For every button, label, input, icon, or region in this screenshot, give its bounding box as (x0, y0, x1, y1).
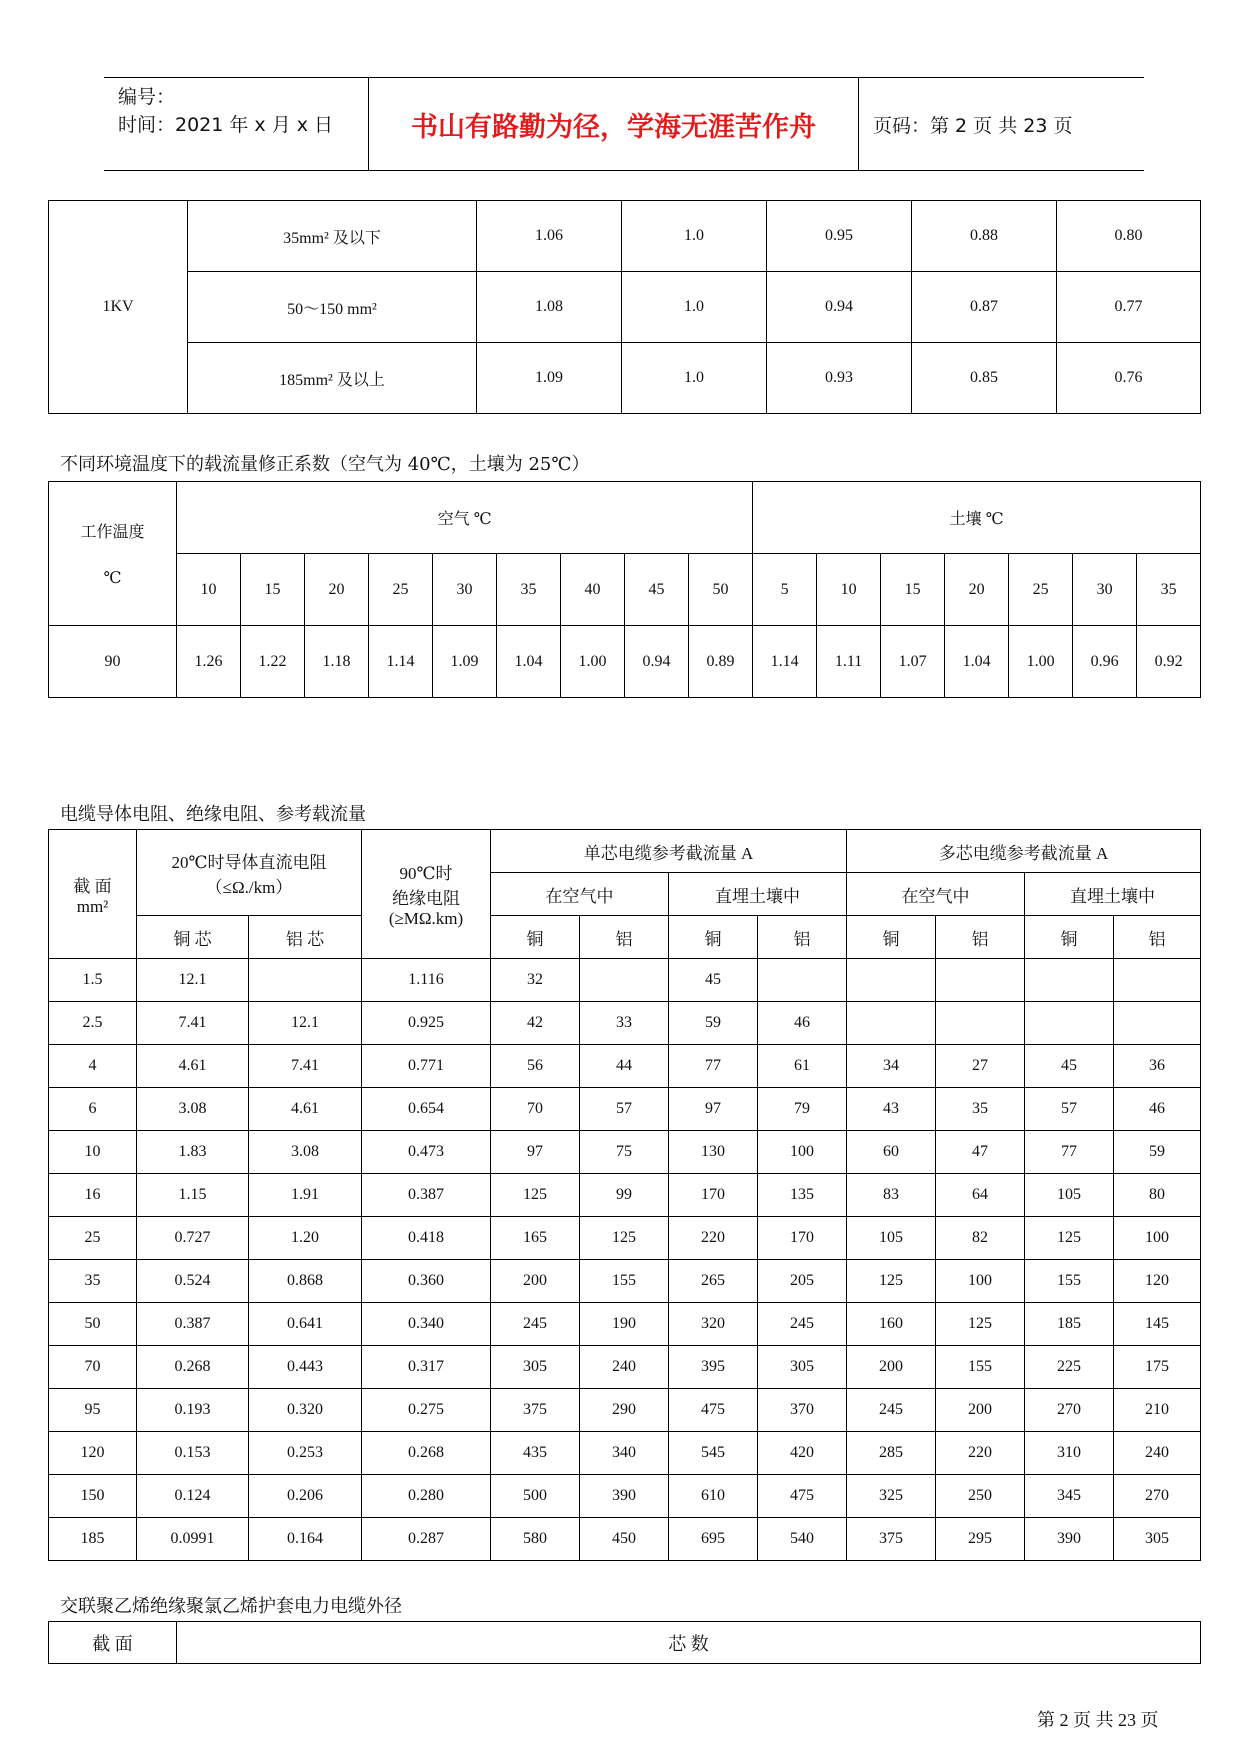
t3-cell: 190 (580, 1303, 669, 1346)
t3-cell: 100 (1114, 1217, 1201, 1260)
t3-cell (1114, 1002, 1201, 1045)
t2-header-row (49, 482, 1201, 554)
t3-cell: 245 (491, 1303, 580, 1346)
t3-cell: 33 (580, 1002, 669, 1045)
t3-cell: 0.524 (137, 1260, 249, 1303)
t3-cell: 83 (847, 1174, 936, 1217)
t3-cell: 0.418 (362, 1217, 491, 1260)
t3-cell: 61 (758, 1045, 847, 1088)
t3-cell: 175 (1114, 1346, 1201, 1389)
t1-section: 50～150 mm² (188, 272, 477, 343)
t1-value: 0.76 (1057, 343, 1201, 414)
h-copper-core: 铜 芯 (137, 916, 249, 959)
t3-cell: 70 (49, 1346, 137, 1389)
t3-cell: 59 (669, 1002, 758, 1045)
t3-cell: 0.340 (362, 1303, 491, 1346)
t2-values-row (49, 626, 1201, 698)
header-page-info: 页码：第 2 页 共 23 页 (873, 114, 1073, 137)
t3-cell: 245 (847, 1389, 936, 1432)
t3-cell: 390 (580, 1475, 669, 1518)
t1-value: 0.94 (767, 272, 912, 343)
t3-cell: 4.61 (249, 1088, 362, 1131)
t3-cell: 285 (847, 1432, 936, 1475)
t3-cell: 43 (847, 1088, 936, 1131)
t1-row (49, 343, 1201, 414)
h-multi-soil: 直埋土壤中 (1025, 873, 1201, 916)
h-alu: 铝 (936, 916, 1025, 959)
doc-code-label: 编号： (118, 86, 176, 108)
t3-cell: 45 (1025, 1045, 1114, 1088)
h-dc-resistance-label: 20℃时导体直流电阻 (171, 852, 327, 872)
h-section-unit: mm² (76, 896, 109, 916)
h-insul-line2: 绝缘电阻 (392, 889, 460, 908)
t3-row (49, 1045, 1201, 1088)
t3-cell: 0.317 (362, 1346, 491, 1389)
t3-cell: 77 (1025, 1131, 1114, 1174)
t3-cell: 340 (580, 1432, 669, 1475)
t3-cell: 59 (1114, 1131, 1201, 1174)
t3-cell: 47 (936, 1131, 1025, 1174)
temperature-correction-table (48, 481, 1201, 698)
t3-cell: 245 (758, 1303, 847, 1346)
t3-cell: 35 (49, 1260, 137, 1303)
t2-soil-value: 1.00 (1009, 626, 1073, 698)
t3-cell: 105 (847, 1217, 936, 1260)
t3-row (49, 1260, 1201, 1303)
t3-cell: 4 (49, 1045, 137, 1088)
t3-cell: 270 (1114, 1475, 1201, 1518)
t3-cell: 475 (669, 1389, 758, 1432)
t2-air-temp: 10 (177, 554, 241, 626)
t3-cell: 105 (1025, 1174, 1114, 1217)
t2-air-value: 1.14 (369, 626, 433, 698)
t1-section: 185mm² 及以上 (188, 343, 477, 414)
t1-value: 0.93 (767, 343, 912, 414)
t2-air-temp: 35 (497, 554, 561, 626)
t3-cell: 120 (49, 1432, 137, 1475)
t3-cell: 6 (49, 1088, 137, 1131)
t1-value: 0.88 (912, 201, 1057, 272)
t3-cell: 375 (847, 1518, 936, 1561)
t3-cell: 60 (847, 1131, 936, 1174)
t2-air-temp: 40 (561, 554, 625, 626)
t3-cell: 99 (580, 1174, 669, 1217)
correction-table-voltage (48, 200, 1201, 414)
t3-cell: 1.5 (49, 959, 137, 1002)
t1-value: 1.0 (622, 201, 767, 272)
table2-caption: 不同环境温度下的载流量修正系数（空气为 40℃，土壤为 25℃） (60, 454, 590, 475)
t3-cell: 305 (758, 1346, 847, 1389)
t3-cell: 220 (936, 1432, 1025, 1475)
table3-caption: 电缆导体电阻、绝缘电阻、参考载流量 (60, 804, 366, 825)
t3-cell: 82 (936, 1217, 1025, 1260)
t3-cell: 240 (580, 1346, 669, 1389)
t3-cell: 32 (491, 959, 580, 1002)
h-copper: 铜 (1025, 916, 1114, 959)
t2-air-temp: 45 (625, 554, 689, 626)
t3-cell: 1.91 (249, 1174, 362, 1217)
cable-diameter-table (48, 1621, 1201, 1664)
t2-soil-value: 1.14 (753, 626, 817, 698)
t2-soil-value: 0.96 (1073, 626, 1137, 698)
t3-cell: 695 (669, 1518, 758, 1561)
t3-cell: 125 (491, 1174, 580, 1217)
t3-cell: 450 (580, 1518, 669, 1561)
t3-cell: 0.153 (137, 1432, 249, 1475)
t1-section: 35mm² 及以下 (188, 201, 477, 272)
h-single-air: 在空气中 (491, 873, 669, 916)
t2-soil-temp: 5 (753, 554, 817, 626)
t3-cell: 155 (1025, 1260, 1114, 1303)
t3-cell: 79 (758, 1088, 847, 1131)
t3-cell: 120 (1114, 1260, 1201, 1303)
t3-cell: 420 (758, 1432, 847, 1475)
t3-cell (936, 959, 1025, 1002)
t3-cell: 0.164 (249, 1518, 362, 1561)
t3-cell (847, 959, 936, 1002)
t2-air-temp: 30 (433, 554, 497, 626)
h-copper: 铜 (847, 916, 936, 959)
t3-row (49, 959, 1201, 1002)
t2-row-temp: 90 (49, 626, 177, 698)
t3-cell: 1.83 (137, 1131, 249, 1174)
t3-cell: 540 (758, 1518, 847, 1561)
t2-soil-temp: 35 (1137, 554, 1201, 626)
t3-cell: 170 (669, 1174, 758, 1217)
t3-cell: 305 (491, 1346, 580, 1389)
t3-cell: 45 (669, 959, 758, 1002)
t3-cell: 97 (491, 1131, 580, 1174)
t3-cell: 27 (936, 1045, 1025, 1088)
t3-cell: 100 (936, 1260, 1025, 1303)
h-alu: 铝 (758, 916, 847, 959)
t3-cell: 12.1 (249, 1002, 362, 1045)
t2-soil-temp: 15 (881, 554, 945, 626)
t2-air-temp: 50 (689, 554, 753, 626)
header-motto: 书山有路勤为径，学海无涯苦作舟 (369, 78, 859, 170)
t3-cell: 545 (669, 1432, 758, 1475)
t1-row (49, 272, 1201, 343)
h-multi-air: 在空气中 (847, 873, 1025, 916)
t3-cell: 77 (669, 1045, 758, 1088)
t3-cell: 130 (669, 1131, 758, 1174)
t3-row (49, 1346, 1201, 1389)
t2-air-header: 空气 ℃ (177, 482, 753, 554)
t3-cell: 155 (936, 1346, 1025, 1389)
t3-cell: 185 (1025, 1303, 1114, 1346)
t3-cell (1025, 959, 1114, 1002)
h-alu: 铝 (1114, 916, 1201, 959)
t1-value: 1.09 (477, 343, 622, 414)
t1-value: 0.95 (767, 201, 912, 272)
t3-cell: 0.387 (362, 1174, 491, 1217)
t3-cell: 50 (49, 1303, 137, 1346)
h-alu: 铝 (580, 916, 669, 959)
t3-cell: 375 (491, 1389, 580, 1432)
h-copper: 铜 (491, 916, 580, 959)
t3-cell: 34 (847, 1045, 936, 1088)
t3-cell: 100 (758, 1131, 847, 1174)
h-insul-line3: (≥MΩ.km) (388, 909, 464, 928)
t3-cell: 16 (49, 1174, 137, 1217)
t3-cell: 97 (669, 1088, 758, 1131)
t1-value: 0.80 (1057, 201, 1201, 272)
t2-soil-value: 1.07 (881, 626, 945, 698)
h-single-soil: 直埋土壤中 (669, 873, 847, 916)
t3-row (49, 1174, 1201, 1217)
t2-soil-temp: 30 (1073, 554, 1137, 626)
t3-cell: 200 (491, 1260, 580, 1303)
t3-cell: 125 (580, 1217, 669, 1260)
t3-cell: 0.206 (249, 1475, 362, 1518)
t2-air-value: 1.22 (241, 626, 305, 698)
t3-cell: 10 (49, 1131, 137, 1174)
t3-cell: 310 (1025, 1432, 1114, 1475)
t3-cell: 0.443 (249, 1346, 362, 1389)
t3-cell: 125 (936, 1303, 1025, 1346)
t2-air-value: 1.04 (497, 626, 561, 698)
t3-cell: 64 (936, 1174, 1025, 1217)
t1-value: 1.08 (477, 272, 622, 343)
t3-cell: 0.268 (137, 1346, 249, 1389)
t2-temps-row (49, 554, 1201, 626)
t3-cell: 170 (758, 1217, 847, 1260)
t3-cell: 1.15 (137, 1174, 249, 1217)
t1-voltage: 1KV (49, 201, 188, 414)
t3-cell: 290 (580, 1389, 669, 1432)
t3-body (49, 830, 1201, 1561)
t2-air-value: 0.89 (689, 626, 753, 698)
h-section-label: 截 面 (73, 876, 112, 896)
t3-row (49, 1088, 1201, 1131)
t3-cell: 3.08 (249, 1131, 362, 1174)
t3-cell: 225 (1025, 1346, 1114, 1389)
t3-cell: 7.41 (249, 1045, 362, 1088)
t3-cell: 25 (49, 1217, 137, 1260)
t2-body (49, 482, 1201, 698)
t2-air-value: 0.94 (625, 626, 689, 698)
t2-soil-value: 1.04 (945, 626, 1009, 698)
header-left (104, 78, 369, 170)
t3-cell: 0.253 (249, 1432, 362, 1475)
h-copper: 铜 (669, 916, 758, 959)
t3-cell: 125 (1025, 1217, 1114, 1260)
t3-cell: 0.925 (362, 1002, 491, 1045)
t1-value: 0.77 (1057, 272, 1201, 343)
t2-soil-value: 1.11 (817, 626, 881, 698)
h-section-cell (49, 830, 137, 959)
t3-cell: 0.654 (362, 1088, 491, 1131)
t3-cell: 57 (1025, 1088, 1114, 1131)
t3-row (49, 1217, 1201, 1260)
t3-cell: 75 (580, 1131, 669, 1174)
t3-cell: 270 (1025, 1389, 1114, 1432)
t3-cell: 370 (758, 1389, 847, 1432)
h-multi-core: 多芯电缆参考截流量 A (847, 830, 1201, 873)
t3-cell: 0.868 (249, 1260, 362, 1303)
t3-row (49, 1131, 1201, 1174)
t3-cell: 0.387 (137, 1303, 249, 1346)
t3-cell (1025, 1002, 1114, 1045)
t3-cell: 320 (669, 1303, 758, 1346)
t3-cell: 95 (49, 1389, 137, 1432)
h-alu-core: 铝 芯 (249, 916, 362, 959)
t3-cell (249, 959, 362, 1002)
t3-cell: 250 (936, 1475, 1025, 1518)
h-dc-resistance-unit: （≤Ω./km） (205, 877, 293, 897)
t3-cell: 0.268 (362, 1432, 491, 1475)
h-dc-resistance-cell (137, 830, 362, 916)
t2-air-temp: 15 (241, 554, 305, 626)
t3-cell: 46 (758, 1002, 847, 1045)
t2-air-value: 1.00 (561, 626, 625, 698)
t3-cell (936, 1002, 1025, 1045)
t3-cell: 56 (491, 1045, 580, 1088)
t3-cell: 0.727 (137, 1217, 249, 1260)
t3-row (49, 1432, 1201, 1475)
t3-cell: 0.280 (362, 1475, 491, 1518)
t4-section-header: 截 面 (49, 1622, 177, 1664)
t3-cell: 12.1 (137, 959, 249, 1002)
t2-air-temp: 25 (369, 554, 433, 626)
t4-cores-header: 芯 数 (177, 1622, 1201, 1664)
t3-cell: 210 (1114, 1389, 1201, 1432)
t1-body (49, 201, 1201, 414)
t3-cell: 1.116 (362, 959, 491, 1002)
doc-time-label: 时间：2021 年 x 月 x 日 (118, 114, 334, 136)
cable-resistance-table (48, 829, 1201, 1561)
t3-cell: 0.771 (362, 1045, 491, 1088)
t3-cell: 0.320 (249, 1389, 362, 1432)
t3-cell: 0.360 (362, 1260, 491, 1303)
t3-cell: 0.193 (137, 1389, 249, 1432)
t3-cell: 580 (491, 1518, 580, 1561)
t2-work-temp-cell (49, 482, 177, 626)
t3-cell (580, 959, 669, 1002)
t3-cell: 325 (847, 1475, 936, 1518)
t3-cell: 4.61 (137, 1045, 249, 1088)
t3-cell: 46 (1114, 1088, 1201, 1131)
t2-soil-value: 0.92 (1137, 626, 1201, 698)
t1-row (49, 201, 1201, 272)
t3-cell: 125 (847, 1260, 936, 1303)
t3-cell: 7.41 (137, 1002, 249, 1045)
t3-cell: 345 (1025, 1475, 1114, 1518)
t3-cell: 305 (1114, 1518, 1201, 1561)
t3-cell: 240 (1114, 1432, 1201, 1475)
t3-cell: 390 (1025, 1518, 1114, 1561)
t3-cell: 42 (491, 1002, 580, 1045)
t3-cell: 610 (669, 1475, 758, 1518)
t3-cell: 0.0991 (137, 1518, 249, 1561)
t3-cell: 150 (49, 1475, 137, 1518)
t3-row (49, 1002, 1201, 1045)
t3-cell: 3.08 (137, 1088, 249, 1131)
t3-row (49, 1303, 1201, 1346)
t3-row (49, 1518, 1201, 1561)
h-insulation-cell (362, 830, 491, 959)
t3-cell: 220 (669, 1217, 758, 1260)
t3-cell: 500 (491, 1475, 580, 1518)
t3-cell: 185 (49, 1518, 137, 1561)
t3-cell: 0.275 (362, 1389, 491, 1432)
t3-cell: 475 (758, 1475, 847, 1518)
t2-air-temp: 20 (305, 554, 369, 626)
t1-value: 1.0 (622, 343, 767, 414)
t3-cell: 155 (580, 1260, 669, 1303)
t2-air-value: 1.18 (305, 626, 369, 698)
t2-air-value: 1.26 (177, 626, 241, 698)
t1-value: 1.06 (477, 201, 622, 272)
t3-cell: 205 (758, 1260, 847, 1303)
t3-cell: 0.641 (249, 1303, 362, 1346)
t3-cell: 44 (580, 1045, 669, 1088)
t2-soil-temp: 25 (1009, 554, 1073, 626)
t3-cell: 2.5 (49, 1002, 137, 1045)
t3-cell: 1.20 (249, 1217, 362, 1260)
t3-row (49, 1475, 1201, 1518)
t3-cell (847, 1002, 936, 1045)
t1-value: 0.87 (912, 272, 1057, 343)
t3-cell: 165 (491, 1217, 580, 1260)
page-header (104, 77, 1144, 171)
t3-cell: 35 (936, 1088, 1025, 1131)
t3-cell: 0.124 (137, 1475, 249, 1518)
h-insul-line1: 90℃时 (399, 864, 453, 883)
t3-cell: 200 (847, 1346, 936, 1389)
t2-work-temp-unit: ℃ (103, 570, 122, 587)
t3-cell (758, 959, 847, 1002)
t3-cell: 0.473 (362, 1131, 491, 1174)
t3-cell: 295 (936, 1518, 1025, 1561)
t2-air-value: 1.09 (433, 626, 497, 698)
table4-caption: 交联聚乙烯绝缘聚氯乙烯护套电力电缆外径 (60, 1596, 402, 1617)
t2-soil-temp: 10 (817, 554, 881, 626)
t3-row (49, 1389, 1201, 1432)
t3-cell: 57 (580, 1088, 669, 1131)
t1-value: 1.0 (622, 272, 767, 343)
t3-cell: 36 (1114, 1045, 1201, 1088)
t2-soil-header: 土壤 ℃ (753, 482, 1201, 554)
t3-cell: 435 (491, 1432, 580, 1475)
t3-cell: 135 (758, 1174, 847, 1217)
t3-cell: 145 (1114, 1303, 1201, 1346)
t3-cell: 265 (669, 1260, 758, 1303)
t3-cell: 200 (936, 1389, 1025, 1432)
t2-soil-temp: 20 (945, 554, 1009, 626)
t1-value: 0.85 (912, 343, 1057, 414)
t3-cell: 160 (847, 1303, 936, 1346)
t2-work-temp-label: 工作温度 (80, 524, 145, 541)
h-single-core: 单芯电缆参考截流量 A (491, 830, 847, 873)
t3-cell (1114, 959, 1201, 1002)
t3-cell: 395 (669, 1346, 758, 1389)
page-footer: 第 2 页 共 23 页 (1037, 1710, 1159, 1730)
t3-cell: 80 (1114, 1174, 1201, 1217)
t3-cell: 0.287 (362, 1518, 491, 1561)
t3-cell: 70 (491, 1088, 580, 1131)
